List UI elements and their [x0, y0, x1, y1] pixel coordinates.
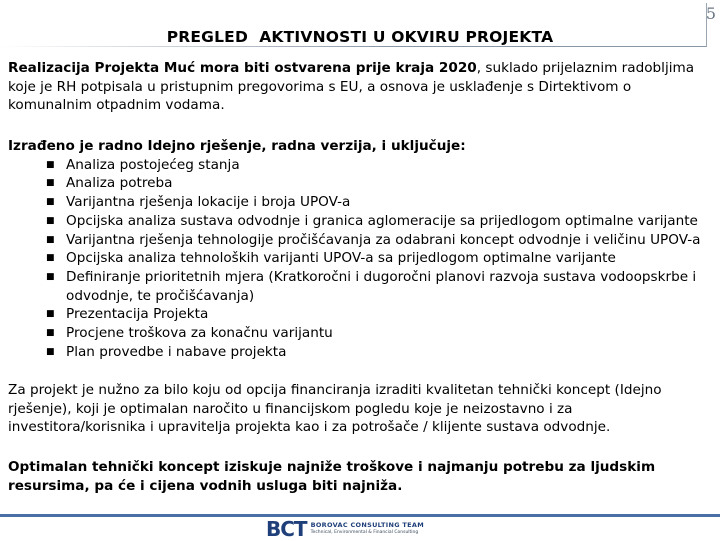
concept-paragraph: Za projekt je nužno za bilo koju od opcija financiranja izraditi kvalitetan tehnički koncept (Idejno rješenje), koji je optimalan naročito u financijskom pogledu koje je neizostavno i za investitora/korisnika i upravitelja projekta kao i za potrošače / klijente sustava odvodnje. — [8, 382, 662, 436]
works-list-item-text: Prezentacija Projekta — [66, 306, 209, 323]
works-list-item-text: Definiranje prioritetnih mjera (Kratkoročni i dugoročni planovi razvoja sustava vodoopskrbe i odvodnje, te pročišćavanja) — [66, 268, 697, 304]
works-list-item — [8, 193, 712, 212]
intro-bold-text: Realizacija Projekta Muć mora biti ostvarena prije kraja 2020 — [8, 60, 477, 76]
bullet-square-icon: ■ — [46, 271, 55, 282]
bullet-square-icon: ■ — [46, 253, 55, 264]
works-list-item — [8, 174, 712, 193]
bullet-square-icon: ■ — [46, 328, 55, 339]
works-list-item-text: Varijantna rješenja lokacije i broja UPOV-a — [66, 194, 351, 211]
page-number: 5 — [705, 4, 716, 23]
logo-tagline: Technical, Environmental & Financial Consulting — [310, 530, 419, 535]
works-list-item-text: Varijantna rješenja tehnologije pročišćavanja za odabrani koncept odvodnje i veličinu UPOV-a — [66, 231, 701, 248]
works-section — [8, 137, 712, 361]
conclusion-paragraph: Optimalan tehnički koncept iziskuje najniže troškove i najmanju potrebu za ljudskim resursima, pa će i cijena vodnih usluga biti najniža. — [8, 459, 656, 494]
works-list-item — [8, 268, 712, 305]
company-logo — [266, 519, 424, 539]
bullet-square-icon: ■ — [46, 346, 55, 357]
works-list-item — [8, 231, 712, 250]
bullet-square-icon: ■ — [46, 215, 55, 226]
works-list-item — [8, 343, 712, 362]
bullet-square-icon: ■ — [46, 159, 55, 170]
works-heading: Izrađeno je radno Idejno rješenje, radna verzija, i uključuje: — [8, 138, 466, 154]
works-list-item — [8, 305, 712, 324]
bullet-square-icon: ■ — [46, 234, 55, 245]
bullet-square-icon: ■ — [46, 178, 55, 189]
logo-text — [311, 522, 424, 536]
bullet-square-icon: ■ — [46, 309, 55, 320]
works-list-item-text: Opcijska analiza sustava odvodnje i granica aglomeracije sa prijedlogom optimalne varijante — [66, 212, 698, 229]
works-list-item-text: Analiza postojećeg stanja — [66, 156, 240, 173]
works-list-item — [8, 324, 712, 343]
works-list-item-text: Plan provedbe i nabave projekta — [66, 343, 287, 360]
bullet-square-icon: ■ — [46, 197, 55, 208]
works-list-item-text: Analiza potreba — [66, 175, 173, 192]
slide-title: PREGLED AKTIVNOSTI U OKVIRU PROJEKTA — [166, 28, 554, 46]
intro-text: , suklado prijelaznim radobljima koje je RH potpisala u pristupnim pregovorima s EU, a osnova je usklađenje s Dirtektivom o komunalnim otpadnim vodama. — [8, 60, 695, 114]
logo-name: BOROVAC CONSULTING TEAM — [310, 521, 424, 529]
works-list-item — [8, 249, 712, 268]
works-list-item-text: Opcijska analiza tehnoloških varijanti UPOV-a sa prijedlogom optimalne varijante — [66, 250, 616, 267]
works-list-item — [8, 212, 712, 231]
intro-paragraph — [8, 59, 712, 115]
logo-mark: BCT — [266, 517, 307, 541]
works-list-item-text: Procjene troškova za konačnu varijantu — [66, 325, 333, 342]
footer-divider — [0, 514, 720, 517]
works-list — [8, 156, 712, 362]
works-list-item — [8, 156, 712, 175]
